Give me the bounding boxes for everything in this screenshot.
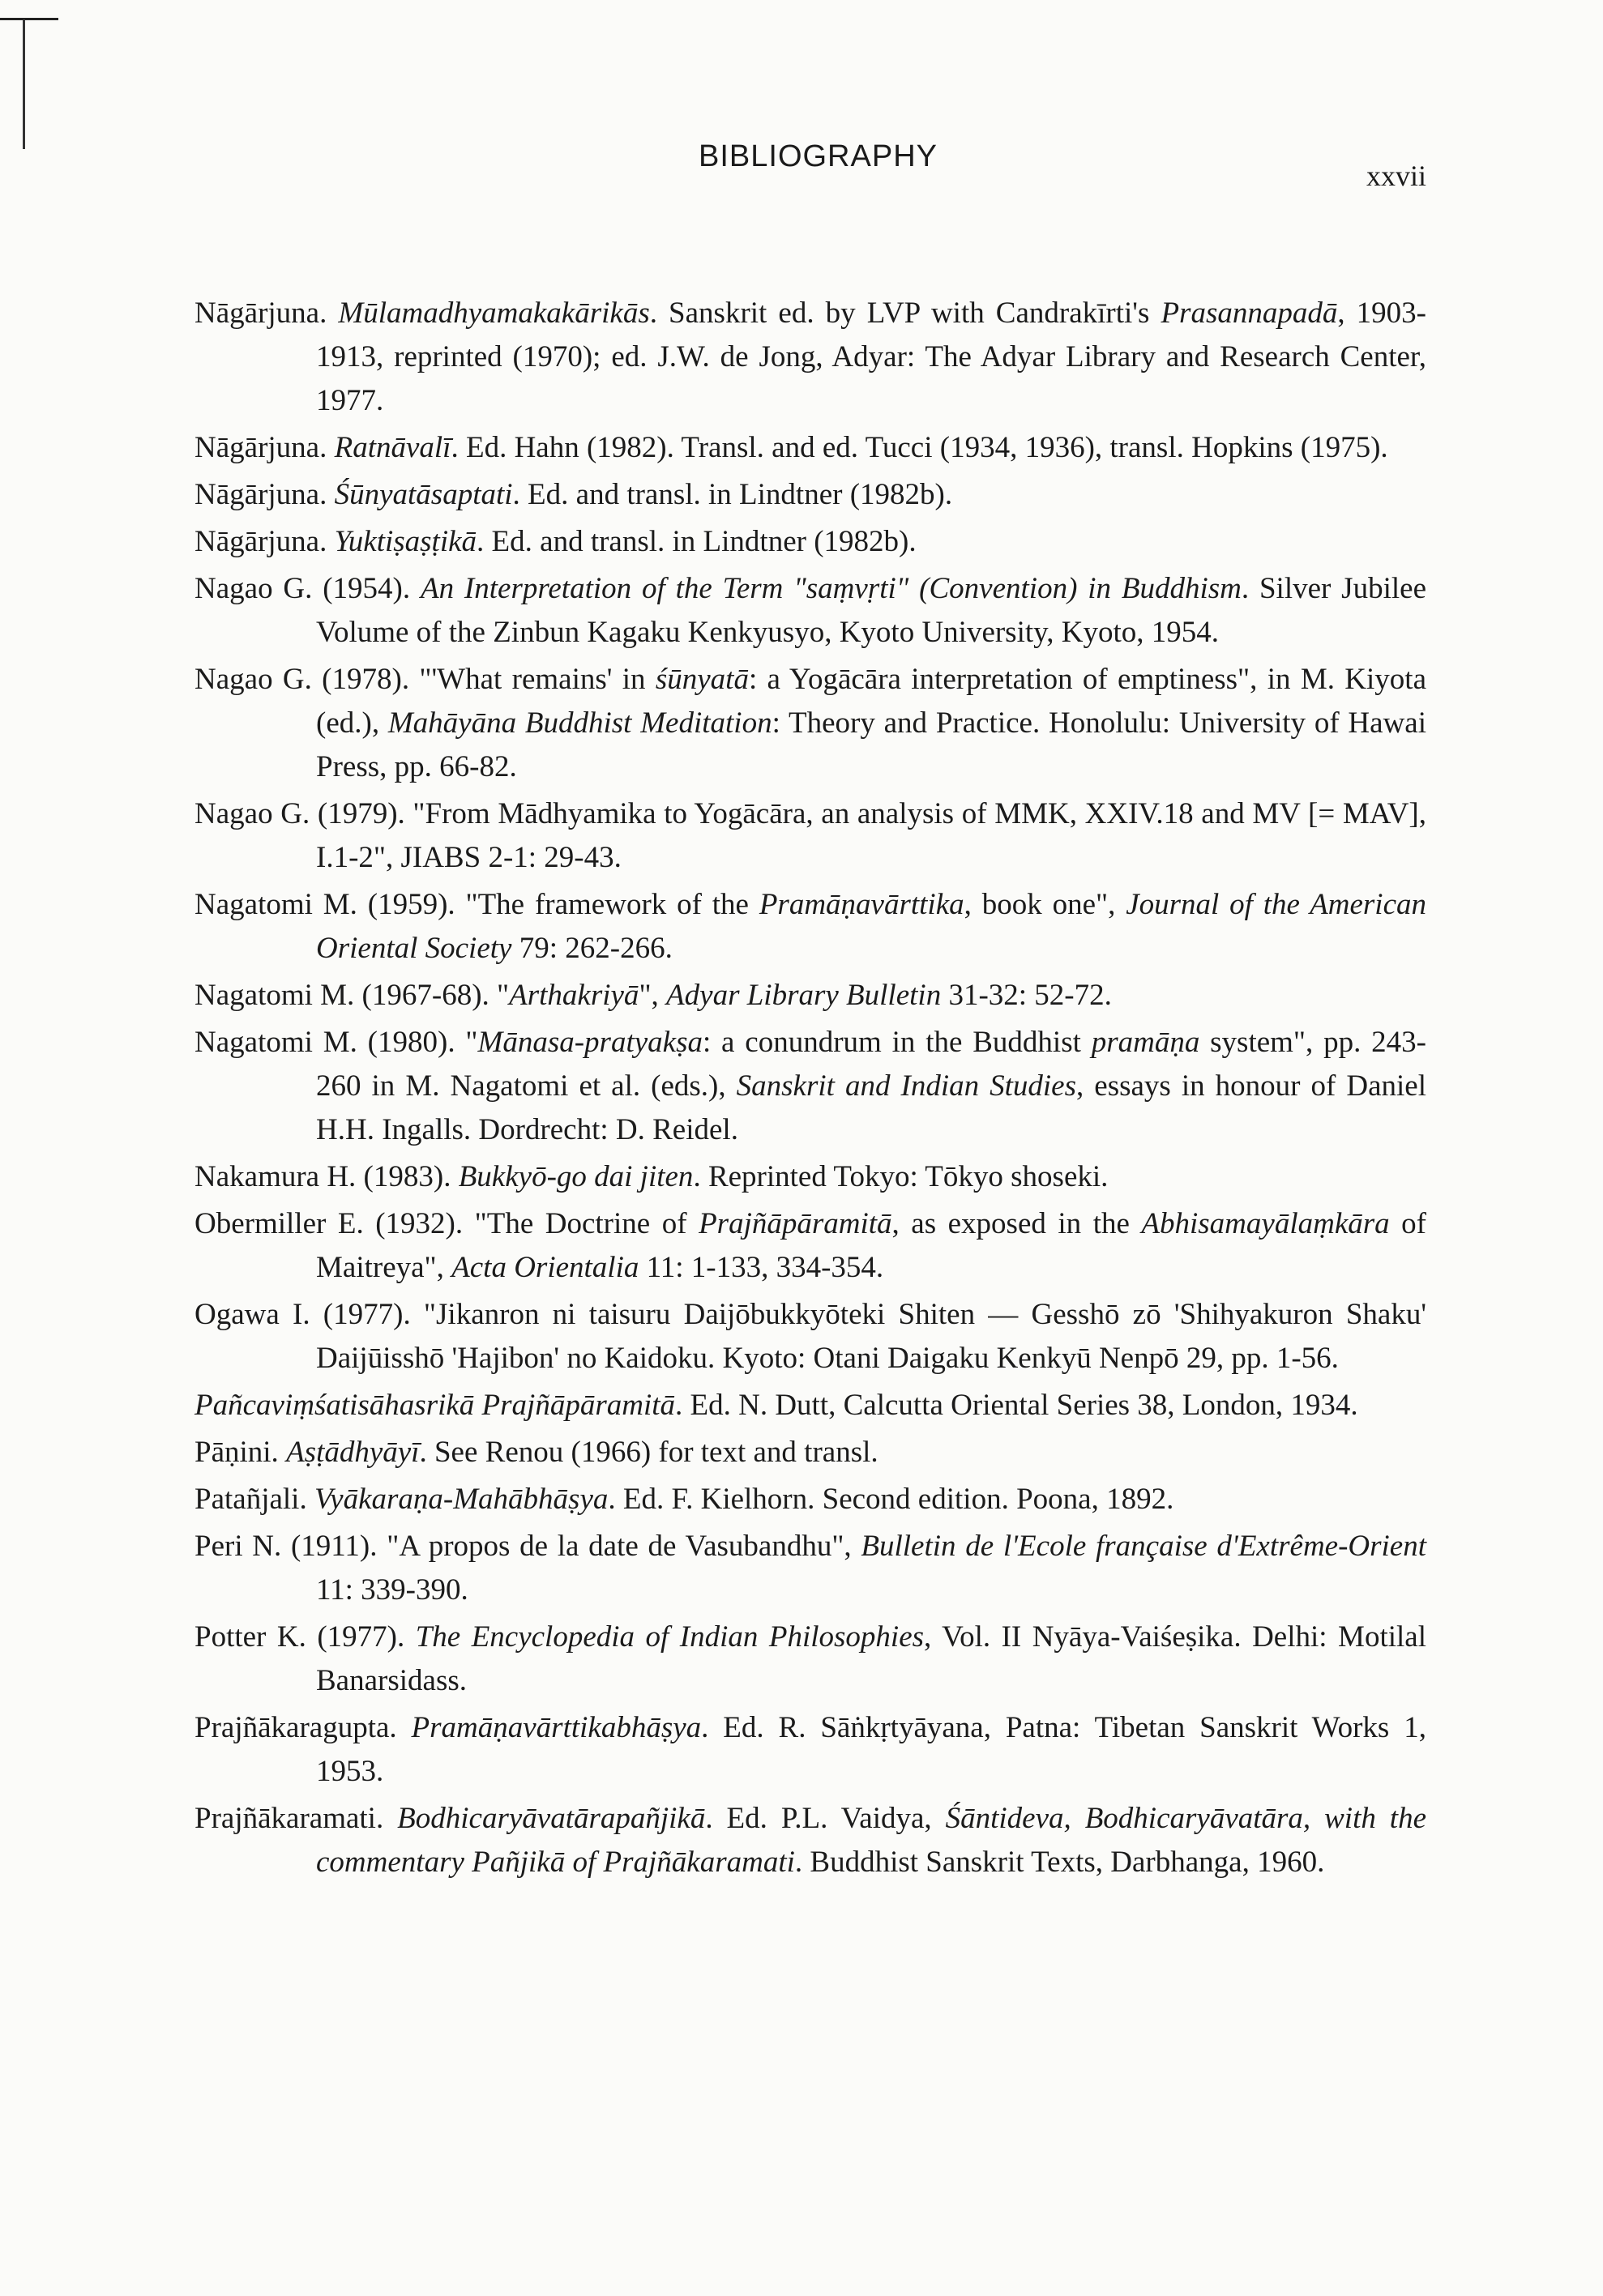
entry-text: : a conundrum in the Buddhist [702, 1026, 1092, 1059]
entry-text: Peri N. (1911). "A propos de la date de Vasubandhu", [194, 1530, 861, 1563]
entry-title-italic: Arthakriyā [509, 979, 639, 1012]
entry-title-italic: Pramāṇavārttika [759, 888, 964, 921]
bibliography-entry [194, 292, 1426, 423]
entry-text: . Ed. R. Sāṅkṛtyāyana, Patna: Tibetan Sanskrit Works 1, 1953. [316, 1711, 1426, 1788]
bibliography-entry [194, 567, 1426, 655]
entry-text: Nagao G. (1978). "'What remains' in [194, 663, 656, 696]
entry-text: ", [639, 979, 667, 1012]
bibliography-entry [194, 1478, 1426, 1521]
bibliography-list [194, 292, 1426, 1888]
entry-title-italic: An Interpretation of the Term "saṃvṛti" (Convention) in Buddhism [420, 572, 1242, 605]
entry-text: Ogawa I. (1977). "Jikanron ni taisuru Daijōbukkyōteki Shiten — Gesshō zō 'Shihyakuron Shaku' Daijūisshō 'Hajibon' no Kaidoku. Kyoto: Otani Daigaku Kenkyū Nenpō 29, pp. 1-56. [194, 1298, 1426, 1375]
entry-title-italic: Bukkyō-go dai jiten [458, 1160, 694, 1193]
entry-title-italic: pramāṇa [1091, 1026, 1200, 1059]
scan-crop-mark-vertical [23, 19, 25, 149]
bibliography-entry [194, 974, 1426, 1018]
bibliography-entry [194, 426, 1426, 470]
entry-text: Nakamura H. (1983). [194, 1160, 459, 1193]
entry-title-italic: Yuktiṣaṣṭikā [334, 525, 477, 558]
entry-text: . Ed. and transl. in Lindtner (1982b). [512, 478, 953, 511]
entry-text: , Vol. II Nyāya-Vaiśeṣika. Delhi: Motilal Banarsidass. [316, 1620, 1426, 1697]
running-header-title: BIBLIOGRAPHY [699, 139, 938, 173]
entry-text: , book one", [964, 888, 1126, 921]
entry-text: 31-32: 52-72. [941, 979, 1112, 1012]
bibliography-entry [194, 1293, 1426, 1381]
entry-title-italic: Prajñāpāramitā [699, 1207, 892, 1240]
entry-text: system", pp. 243-260 in M. Nagatomi et al. (eds.), [316, 1026, 1426, 1103]
entry-title-italic: Journal of the American Oriental Society [316, 888, 1426, 965]
entry-title-italic: Mahāyāna Buddhist Meditation [387, 706, 772, 740]
entry-text: Nāgārjuna. [194, 478, 335, 511]
scan-crop-mark-horizontal [0, 18, 58, 20]
entry-text: of Maitreya", [316, 1207, 1426, 1284]
bibliography-entry [194, 1384, 1426, 1428]
entry-text: Obermiller E. (1932). "The Doctrine of [194, 1207, 699, 1240]
entry-text: Nāgārjuna. [194, 525, 335, 558]
entry-title-italic: Mānasa-pratyakṣa [477, 1026, 703, 1059]
entry-text: . Sanskrit ed. by LVP with Candrakīrti's [649, 297, 1161, 330]
bibliography-entry [194, 1706, 1426, 1794]
entry-title-italic: śūnyatā [655, 663, 749, 696]
entry-text: . See Renou (1966) for text and transl. [419, 1436, 878, 1469]
entry-title-italic: Pañcaviṃśatisāhasrikā Prajñāpāramitā [194, 1389, 676, 1422]
entry-text: , as exposed in the [891, 1207, 1142, 1240]
entry-text: Prajñākaramati. [194, 1802, 398, 1835]
bibliography-entry [194, 520, 1426, 564]
entry-title-italic: Mūlamadhyamakakārikās [338, 297, 650, 330]
entry-text: 11: 1-133, 334-354. [639, 1251, 884, 1284]
entry-title-italic: Bodhicaryāvatārapañjikā [397, 1802, 706, 1835]
entry-text: . Ed. P.L. Vaidya, [705, 1802, 946, 1835]
entry-text: . Reprinted Tokyo: Tōkyo shoseki. [693, 1160, 1109, 1193]
entry-text: Nagao G. (1954). [194, 572, 421, 605]
entry-title-italic: The Encyclopedia of Indian Philosophies [415, 1620, 925, 1654]
entry-title-italic: Adyar Library Bulletin [666, 979, 942, 1012]
bibliography-entry [194, 1021, 1426, 1152]
bibliography-entry [194, 792, 1426, 880]
entry-title-italic: Bulletin de l'Ecole française d'Extrême-Orient [861, 1530, 1427, 1563]
entry-text: Nāgārjuna. [194, 297, 339, 330]
entry-text: 79: 262-266. [511, 932, 673, 965]
entry-text: . Ed. N. Dutt, Calcutta Oriental Series 38, London, 1934. [675, 1389, 1358, 1422]
entry-text: . Silver Jubilee Volume of the Zinbun Kagaku Kenkyusyo, Kyoto University, Kyoto, 1954. [316, 572, 1426, 649]
entry-title-italic: Acta Orientalia [451, 1251, 639, 1284]
entry-text: Patañjali. [194, 1483, 314, 1516]
entry-title-italic: Aṣṭādhyāyī [286, 1436, 420, 1469]
entry-text: Nāgārjuna. [194, 431, 335, 464]
entry-text: Nagatomi M. (1967-68). " [194, 979, 510, 1012]
bibliography-entry [194, 1525, 1426, 1612]
bibliography-entry [194, 658, 1426, 789]
entry-text: . Buddhist Sanskrit Texts, Darbhanga, 1960. [794, 1846, 1325, 1879]
entry-text: Prajñākaragupta. [194, 1711, 412, 1744]
entry-title-italic: Abhisamayālaṃkāra [1141, 1207, 1390, 1240]
page-number: xxvii [1366, 160, 1427, 192]
bibliography-entry [194, 1615, 1426, 1703]
entry-title-italic: Ratnāvalī [334, 431, 451, 464]
bibliography-entry [194, 1797, 1426, 1884]
entry-title-italic: Śāntideva, Bodhicaryāvatāra, with the commentary Pañjikā of Prajñākaramati [316, 1802, 1426, 1879]
entry-text: Nagatomi M. (1959). "The framework of the [194, 888, 759, 921]
entry-title-italic: Prasannapadā [1161, 297, 1338, 330]
entry-text: Nagatomi M. (1980). " [194, 1026, 478, 1059]
bibliography-entry [194, 1431, 1426, 1474]
entry-text: Pāṇini. [194, 1436, 287, 1469]
entry-text: 11: 339-390. [316, 1573, 468, 1607]
entry-title-italic: Sanskrit and Indian Studies [736, 1069, 1077, 1103]
entry-text: , essays in honour of Daniel H.H. Ingalls. Dordrecht: D. Reidel. [316, 1069, 1426, 1146]
entry-text: : Theory and Practice. Honolulu: University of Hawai Press, pp. 66-82. [316, 706, 1426, 783]
entry-text: . Ed. Hahn (1982). Transl. and ed. Tucci (1934, 1936), transl. Hopkins (1975). [451, 431, 1388, 464]
entry-text: : a Yogācāra interpretation of emptiness", in M. Kiyota (ed.), [316, 663, 1426, 740]
bibliography-entry [194, 473, 1426, 517]
entry-title-italic: Vyākaraṇa-Mahābhāṣya [314, 1483, 609, 1516]
bibliography-entry [194, 883, 1426, 971]
bibliography-entry [194, 1155, 1426, 1199]
entry-text: , 1903-1913, reprinted (1970); ed. J.W. de Jong, Adyar: The Adyar Library and Research Center, 1977. [316, 297, 1427, 417]
entry-text: Nagao G. (1979). "From Mādhyamika to Yogācāra, an analysis of MMK, XXIV.18 and MV [= MAV], I.1-2", JIABS 2-1: 29-43. [194, 797, 1426, 874]
bibliography-entry [194, 1202, 1426, 1290]
entry-text: Potter K. (1977). [194, 1620, 416, 1654]
entry-title-italic: Pramāṇavārttikabhāṣya [411, 1711, 702, 1744]
entry-title-italic: Śūnyatāsaptati [334, 478, 513, 511]
entry-text: . Ed. F. Kielhorn. Second edition. Poona, 1892. [608, 1483, 1174, 1516]
entry-text: . Ed. and transl. in Lindtner (1982b). [477, 525, 917, 558]
